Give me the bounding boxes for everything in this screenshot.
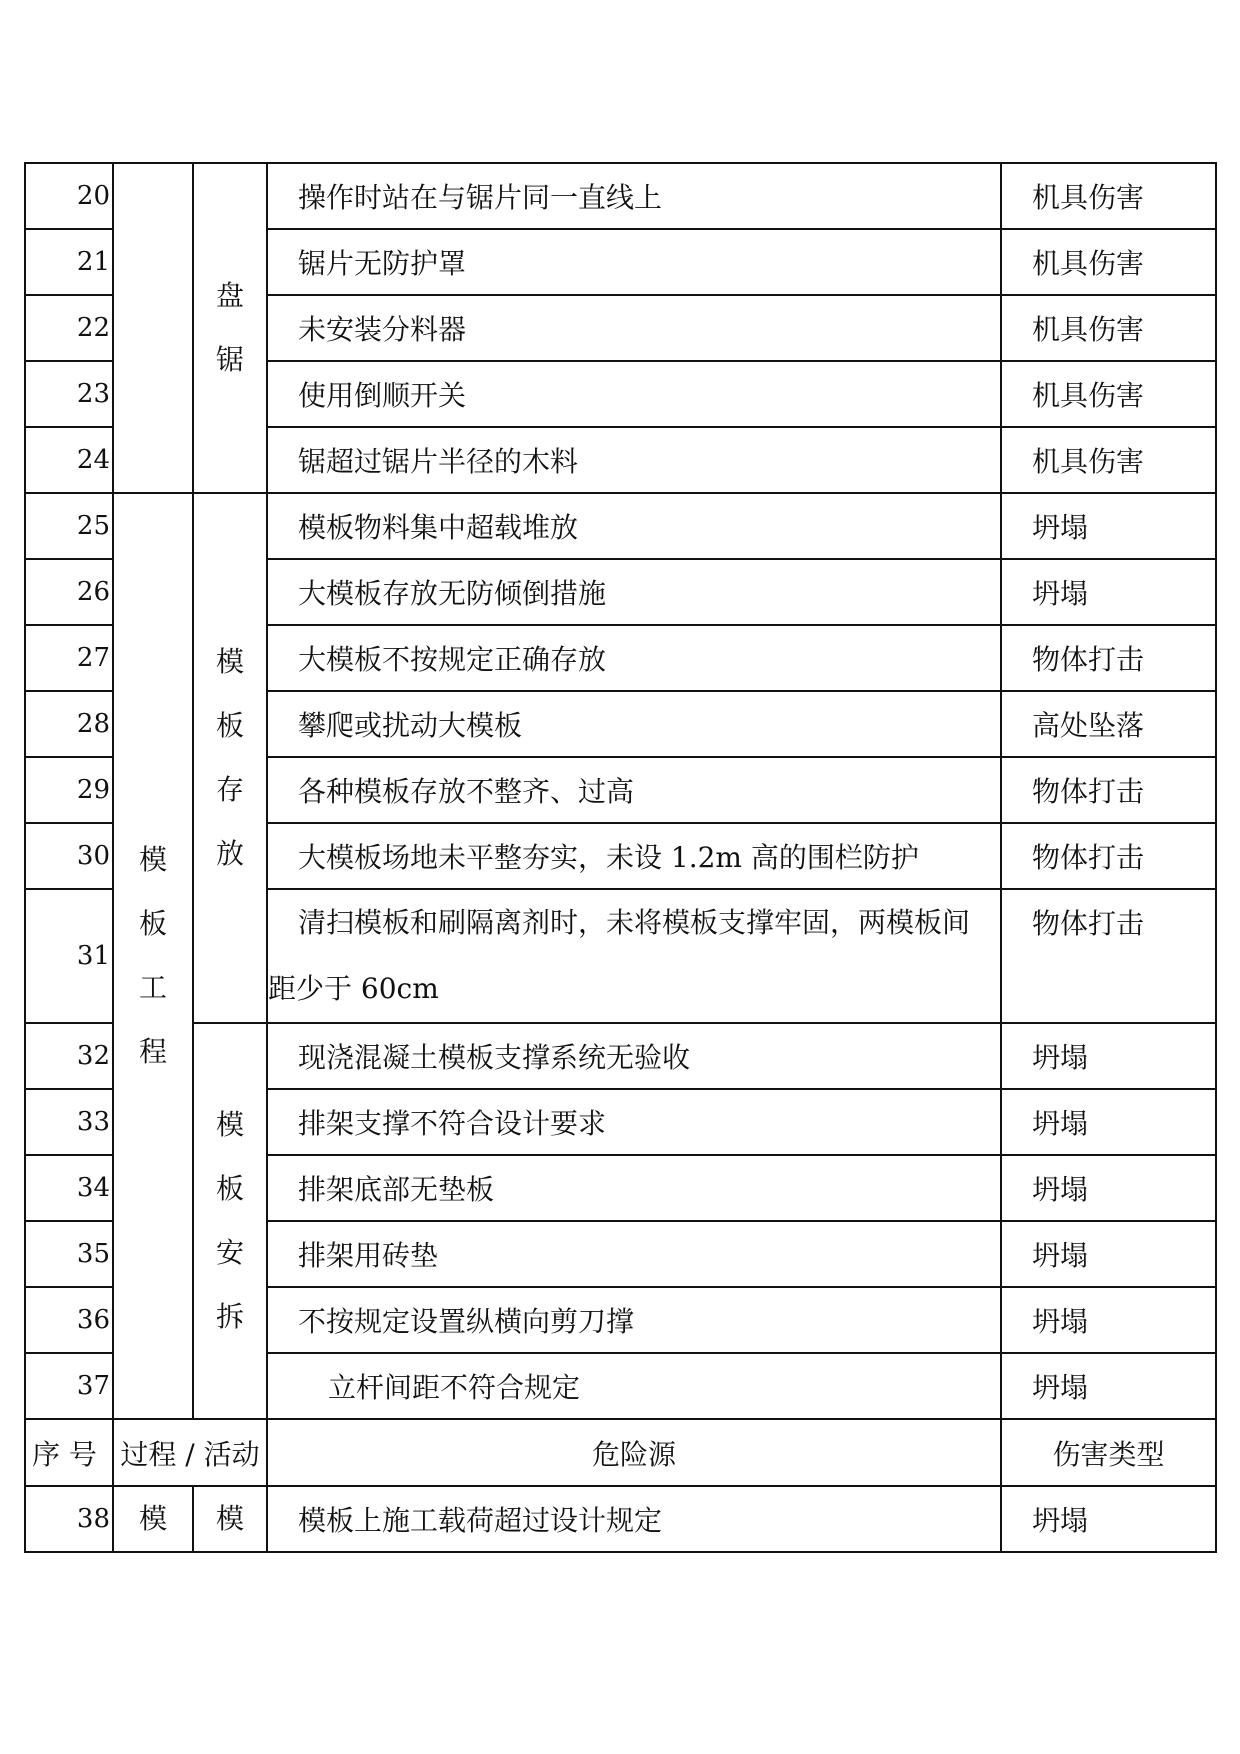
hazard-text: 立杆间距不符合规定 [267, 1353, 1001, 1419]
harm-type: 坍塌 [1001, 1023, 1216, 1089]
harm-type: 物体打击 [1001, 823, 1216, 889]
row-number: 23 [25, 361, 113, 427]
row-number: 38 [25, 1486, 113, 1552]
harm-type: 机具伤害 [1001, 427, 1216, 493]
row-number: 31 [25, 889, 113, 1023]
table-row [25, 1023, 1216, 1089]
harm-type: 坍塌 [1001, 1155, 1216, 1221]
harm-type: 高处坠落 [1001, 691, 1216, 757]
activity-storage [193, 493, 267, 1023]
hazard-text: 大模板不按规定正确存放 [267, 625, 1001, 691]
hazard-text: 使用倒顺开关 [267, 361, 1001, 427]
process-cell-empty [113, 163, 193, 493]
harm-type: 坍塌 [1001, 1353, 1216, 1419]
hazard-text: 锯超过锯片半径的木料 [267, 427, 1001, 493]
row-number: 36 [25, 1287, 113, 1353]
harm-type: 机具伤害 [1001, 163, 1216, 229]
hazard-text: 排架底部无垫板 [267, 1155, 1001, 1221]
activity-label: 模板安拆 [216, 1108, 245, 1333]
table-row [25, 163, 1216, 229]
activity-cell: 模 [193, 1486, 267, 1552]
process-label: 模板工程 [139, 843, 168, 1068]
activity-label: 模板存放 [216, 645, 245, 870]
row-number: 26 [25, 559, 113, 625]
header-hazard: 危险源 [267, 1419, 1001, 1486]
activity-install [193, 1023, 267, 1419]
hazard-text: 模板物料集中超载堆放 [267, 493, 1001, 559]
process-cell: 模 [113, 1486, 193, 1552]
row-number: 20 [25, 163, 113, 229]
row-number: 27 [25, 625, 113, 691]
table-row [25, 493, 1216, 559]
hazard-text: 排架用砖垫 [267, 1221, 1001, 1287]
table-row [25, 1486, 1216, 1552]
row-number: 21 [25, 229, 113, 295]
row-number: 22 [25, 295, 113, 361]
row-number: 29 [25, 757, 113, 823]
hazard-table [24, 162, 1217, 1553]
hazard-text: 攀爬或扰动大模板 [267, 691, 1001, 757]
row-number: 32 [25, 1023, 113, 1089]
hazard-text-line: 距少于 60cm [268, 972, 439, 1005]
hazard-text: 现浇混凝土模板支撑系统无验收 [267, 1023, 1001, 1089]
hazard-text: 不按规定设置纵横向剪刀撑 [267, 1287, 1001, 1353]
hazard-text: 未安装分料器 [267, 295, 1001, 361]
hazard-text: 大模板场地未平整夯实，未设 1.2m 高的围栏防护 [267, 823, 1001, 889]
harm-type: 物体打击 [1001, 757, 1216, 823]
header-process: 过程 / 活动 [113, 1419, 267, 1486]
harm-type: 坍塌 [1001, 559, 1216, 625]
harm-type: 物体打击 [1001, 625, 1216, 691]
harm-type: 机具伤害 [1001, 361, 1216, 427]
header-harm-type: 伤害类型 [1001, 1419, 1216, 1486]
hazard-text-line: 清扫模板和刷隔离剂时，未将模板支撑牢固，两模板间 [298, 906, 971, 939]
row-number: 25 [25, 493, 113, 559]
row-number: 30 [25, 823, 113, 889]
harm-type: 坍塌 [1001, 1221, 1216, 1287]
row-number: 35 [25, 1221, 113, 1287]
harm-type: 物体打击 [1001, 889, 1216, 1023]
harm-type: 坍塌 [1001, 1089, 1216, 1155]
hazard-text: 排架支撑不符合设计要求 [267, 1089, 1001, 1155]
process-formwork [113, 493, 193, 1419]
hazard-text: 大模板存放无防倾倒措施 [267, 559, 1001, 625]
hazard-text: 各种模板存放不整齐、过高 [267, 757, 1001, 823]
row-number: 28 [25, 691, 113, 757]
row-number: 37 [25, 1353, 113, 1419]
table-header-row [25, 1419, 1216, 1486]
hazard-text: 锯片无防护罩 [267, 229, 1001, 295]
header-seq: 序 号 [25, 1419, 113, 1486]
harm-type: 坍塌 [1001, 493, 1216, 559]
harm-type: 机具伤害 [1001, 295, 1216, 361]
activity-label: 盘锯 [216, 279, 245, 376]
harm-type: 坍塌 [1001, 1486, 1216, 1552]
harm-type: 机具伤害 [1001, 229, 1216, 295]
hazard-text: 操作时站在与锯片同一直线上 [267, 163, 1001, 229]
harm-type: 坍塌 [1001, 1287, 1216, 1353]
row-number: 34 [25, 1155, 113, 1221]
hazard-text [267, 889, 1001, 1023]
row-number: 24 [25, 427, 113, 493]
row-number: 33 [25, 1089, 113, 1155]
hazard-text: 模板上施工载荷超过设计规定 [267, 1486, 1001, 1552]
activity-saw [193, 163, 267, 493]
